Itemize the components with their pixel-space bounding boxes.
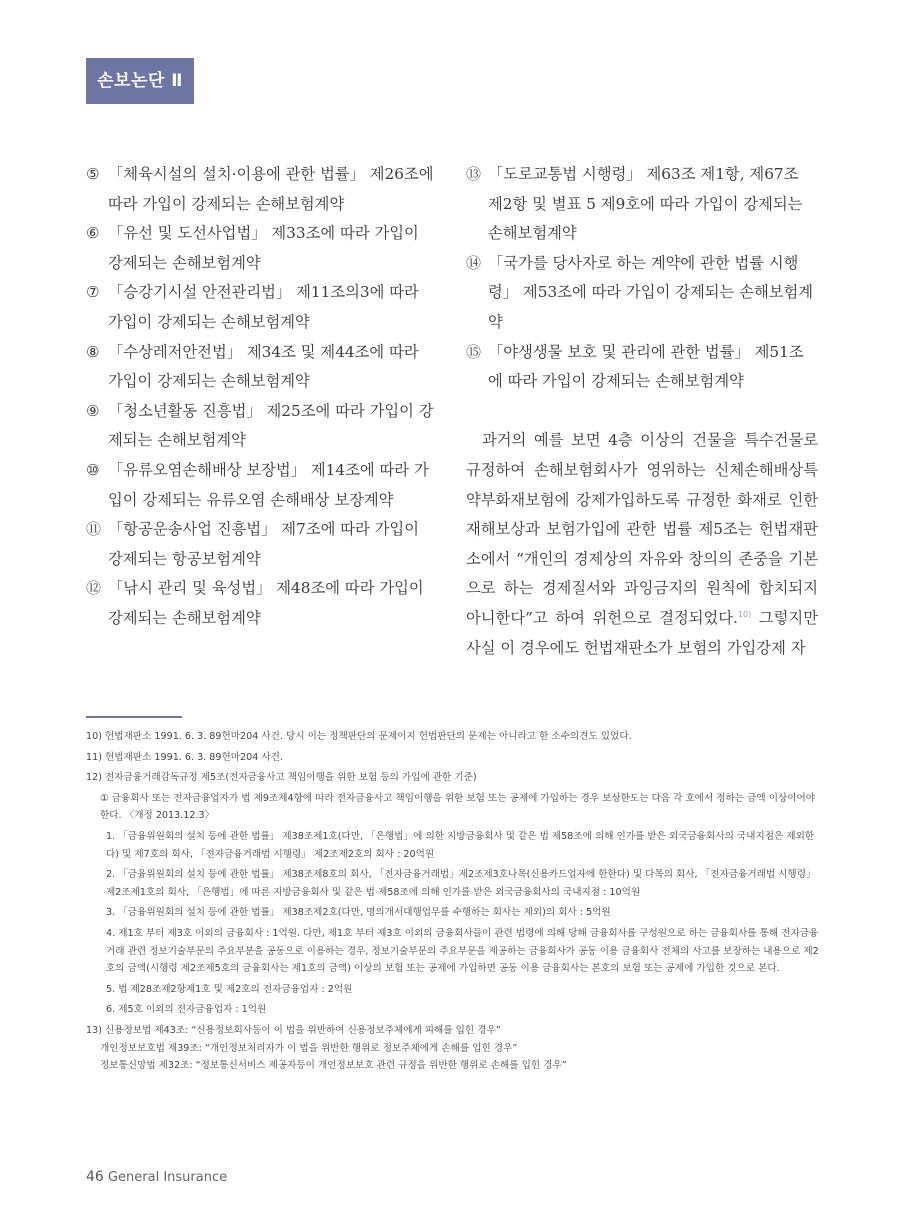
item-text: 「유선 및 도선사업법」 제33조에 따라 가입이 강제되는 손해보험계약 xyxy=(108,224,419,272)
item-text: 「유류오염손해배상 보장법」 제14조에 따라 가입이 강제되는 유류오염 손해배상 보장계약 xyxy=(108,460,429,509)
item-number: ⑩ xyxy=(86,460,100,479)
item-number: ⑭ xyxy=(466,253,482,272)
footnote-clause: ① 금융회사 또는 전자금융업자가 법 제9조제4항에 따라 전자금융사고 책임이행을 위한 보험 또는 공제에 가입하는 경우 보상한도는 다음 각 호에서 정하는 금액 이상이어야 한다. 〈개정 2013.12.3〉 xyxy=(100,792,816,822)
list-item xyxy=(86,456,438,515)
magazine-name: General Insurance xyxy=(107,1170,228,1185)
item-number: ⑧ xyxy=(86,342,100,361)
footnote-subitem: 1. 「금융위원회의 설치 등에 관한 법률」 제38조제1호(다만, 「은행법」에 의한 지방금융회사 및 같은 법 제58조에 의해 인가를 받은 외국금융회사의 국내지점은 제외한다) 및 제7호의 회사, 「전자금융거래법 시행령」 제2조제2호의 회사 : 20억원 xyxy=(106,830,815,860)
footnote: 12) 전자금융거래감독규정 제5조(전자금융사고 책임이행을 위한 보험 등의 가입에 관한 기준) xyxy=(86,772,477,784)
list-item xyxy=(86,515,438,574)
footnote: 13) 신용정보법 제43조: “신용정보회사등이 이 법을 위반하여 신용정보주체에게 피해를 입힌 경우” xyxy=(86,1024,501,1036)
item-text: 「야생생물 보호 및 관리에 관한 법률」 제51조에 따라 가입이 강제되는 손해보험계약 xyxy=(488,342,804,391)
footnote-continuation: 정보통신망법 제32조: “정보통신서비스 제공자등이 개인정보보호 관련 규정을 위반한 행위로 손해를 입힌 경우” xyxy=(100,1060,567,1072)
list-item xyxy=(86,397,438,456)
footnote-ref[interactable]: 10) xyxy=(737,609,752,619)
footnote: 11) 헌법재판소 1991. 6. 3. 89헌마204 사건. xyxy=(86,751,283,763)
section-badge: 손보논단 Ⅱ xyxy=(86,58,194,104)
item-number: ⑨ xyxy=(86,401,100,420)
left-column xyxy=(86,160,438,634)
footnote-subitem: 6. 제5호 이외의 전자금융업자 : 1억원 xyxy=(106,1004,267,1016)
footnote-subitem: 3. 「금융위원회의 설치 등에 관한 법률」 제38조제2호(다만, 명의개서대행업무를 수행하는 회사는 제외)의 회사 : 5억원 xyxy=(106,907,611,919)
footnote-subitem: 2. 「금융위원회의 설치 등에 관한 법률」 제38조제8호의 회사, 「전자금융거래법」제2조제3호나목(신용카드업자에 한한다) 및 다목의 회사, 「전자금융거래법 시행령」 제2조제1호의 회사, 「은행법」에 따른 지방금융회사 및 같은 법 제58조에 의해 인가를 받은 외국금융회사의 국내지점 : 10억원 xyxy=(106,869,816,898)
list-item xyxy=(86,338,438,397)
list-item xyxy=(86,574,438,633)
footnote-subitem: 5. 법 제28조제2항제1호 및 제2호의 전자금융업자 : 2억원 xyxy=(106,983,353,995)
item-number: ⑮ xyxy=(466,342,482,361)
footnote: 10) 헌법재판소 1991. 6. 3. 89헌마204 사건. 당시 이는 정책판단의 문제이지 헌법판단의 문제는 아니라고 한 소수의견도 있었다. xyxy=(86,731,632,742)
item-number: ⑫ xyxy=(86,579,102,598)
item-text: 「체육시설의 설치·이용에 관한 법률」 제26조에 따라 가입이 강제되는 손해보험계약 xyxy=(108,165,434,213)
item-text: 「승강기시설 안전관리법」 제11조의3에 따라 가입이 강제되는 손해보험계약 xyxy=(108,283,419,331)
item-number: ⑬ xyxy=(466,165,482,183)
item-text: 「국가를 당사자로 하는 계약에 관한 법률 시행령」 제53조에 따라 가입이 강제되는 손해보험계약 xyxy=(488,253,814,331)
item-text: 「수상레저안전법」 제34조 및 제44조에 따라 가입이 강제되는 손해보험계약 xyxy=(108,342,419,391)
item-number: ⑥ xyxy=(86,224,100,243)
body-paragraph xyxy=(466,426,818,663)
list-item xyxy=(466,160,818,249)
list-item xyxy=(86,219,438,278)
list-item xyxy=(466,249,818,338)
list-item xyxy=(86,278,438,337)
item-text: 「도로교통법 시행령」 제63조 제1항, 제67조 제2항 및 별표 5 제9호에 따라 가입이 강제되는 손해보험계약 xyxy=(488,165,803,243)
item-number: ⑦ xyxy=(86,283,100,302)
item-text: 「청소년활동 진흥법」 제25조에 따라 가입이 강제되는 손해보험계약 xyxy=(108,401,434,450)
footnotes xyxy=(86,728,820,1075)
item-text: 「낚시 관리 및 육성법」 제48조에 따라 가입이 강제되는 손해보험계약 xyxy=(108,579,424,627)
paragraph-gap xyxy=(466,397,818,427)
list-item xyxy=(466,338,818,397)
paragraph-text-continued: 그렇지만 사실 이 경우에도 헌법재판소가 보험의 가입강제 자 xyxy=(466,608,818,657)
item-number: ⑤ xyxy=(86,165,100,183)
footnote-subitem: 4. 제1호 부터 제3호 이외의 금융회사 : 1억원. 다만, 제1호 부터 제3호 이외의 금융회사들이 관련 법령에 의해 당해 금융회사를 구성원으로 하는 금융회사를 통해 전자금융거래 관련 정보기술부문의 주요부분을 공동으로 이용하는 경우, 정보기술부문의 주요부문을 제공하는 금융회사가 공동 이용 금융회사 전체의 사고를 보장하는 내용으로 제2호의 금액(시행령 제2조제5호의 금융회사는 제1호의 금액) 이상의 보험 또는 공제에 가입하면 공동 이용 금융회사는 본호의 보험 또는 공제에 가입한 것으로 본다. xyxy=(106,927,819,975)
page-number: 46 xyxy=(86,1169,104,1185)
page-footer xyxy=(86,1169,227,1185)
footnote-divider xyxy=(86,716,182,718)
footnote-continuation: 개인정보보호법 제39조: “개인정보처리자가 이 법을 위반한 행위로 정보주체에게 손해를 입힌 경우” xyxy=(100,1042,518,1054)
paragraph-text: 과거의 예를 보면 4층 이상의 건물을 특수건물로 규정하여 손해보험회사가 영위하는 신체손해배상특약부화재보험에 강제가입하도록 규정한 화재로 인한 재해보상과 보험가입에 관한 법률 제5조는 헌법재판소에서 “개인의 경제상의 자유와 창의의 존중을 기본으로 하는 경제질서와 과잉금지의 원칙에 합치되지 아니한다”고 하여 위헌으로 결정되었다. xyxy=(466,431,818,627)
item-number: ⑪ xyxy=(86,520,102,539)
list-item xyxy=(86,160,438,219)
right-column xyxy=(466,160,818,663)
item-text: 「항공운송사업 진흥법」 제7조에 따라 가입이 강제되는 항공보험계약 xyxy=(108,520,419,568)
